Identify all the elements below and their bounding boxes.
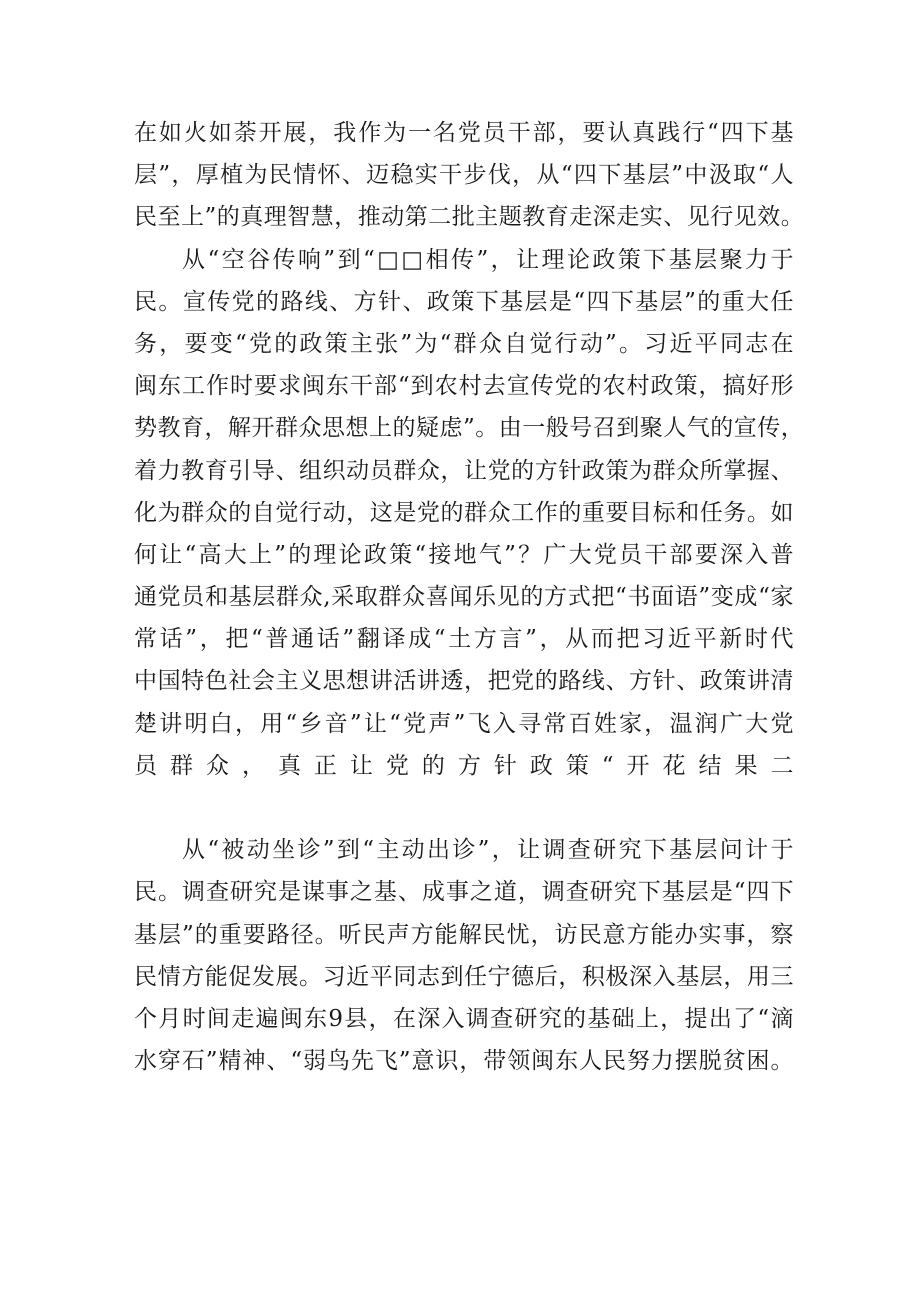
text-line: 着力教育引导、组织动员群众，让党的方针政策为群众所掌握、 (134, 457, 794, 484)
text-line: 基层”的重要路径。听民声方能解民忧，访民意方能办实事，察 (134, 921, 794, 948)
text-line: 势教育，解开群众思想上的疑虑”。由一般号召到聚人气的宣传， (134, 415, 805, 442)
text-line: 民至上”的真理智慧，推动第二批主题教育走深走实、见行见效。 (134, 204, 805, 231)
text-line: 常话”，把“普通话”翻译成“土方言”，从而把习近平新时代 (134, 626, 794, 653)
document-body (134, 112, 805, 1082)
text-line: 民。宣传党的路线、方针、政策下基层是“四下基层”的重大任 (134, 288, 794, 315)
text-line: 何让“高大上”的理论政策“接地气”？广大党员干部要深入普 (134, 541, 794, 568)
text-line: 楚讲明白，用“乡音”让“党声”飞入寻常百姓家，温润广大党 (134, 710, 794, 737)
text-line: 层”，厚植为民情怀、迈稳实干步伐，从“四下基层”中汲取“人 (134, 162, 794, 189)
text-line: 从“空谷传响”到“□□相传”，让理论政策下基层聚力于 (182, 246, 794, 273)
text-line: 从“被动坐诊”到“主动出诊”，让调查研究下基层问计于 (182, 837, 794, 864)
text-line: 在如火如荼开展，我作为一名党员干部，要认真践行“四下基 (134, 120, 794, 146)
text-line: 个月时间走遍闽东9县，在深入调查研究的基础上，提出了“滴 (134, 1005, 794, 1032)
text-line: 化为群众的自觉行动，这是党的群众工作的重要目标和任务。如 (134, 499, 794, 526)
text-line: 水穿石”精神、“弱鸟先飞”意识，带领闽东人民努力摆脱贫困。 (134, 1048, 794, 1075)
text-line: 闽东工作时要求闽东干部“到农村去宣传党的农村政策，搞好形 (134, 373, 794, 400)
text-line: 民情方能促发展。习近平同志到任宁德后，积极深入基层，用三 (134, 963, 794, 990)
paragraph-2 (134, 239, 805, 830)
paragraph-3 (134, 829, 794, 1082)
text-line (134, 787, 794, 829)
text-line: 通党员和基层群众,采取群众喜闻乐见的方式把“书面语”变成“家 (134, 584, 794, 611)
paragraph-1 (134, 112, 805, 239)
text-line: 务，要变“党的政策主张”为“群众自觉行动”。习近平同志在 (134, 330, 794, 357)
text-line: 员群众，真正让党的方针政策“开花结果二 (134, 752, 794, 779)
text-line: 民。调查研究是谋事之基、成事之道，调查研究下基层是“四下 (134, 879, 794, 906)
text-line: 中国特色社会主义思想讲活讲透，把党的路线、方针、政策讲清 (134, 668, 794, 695)
